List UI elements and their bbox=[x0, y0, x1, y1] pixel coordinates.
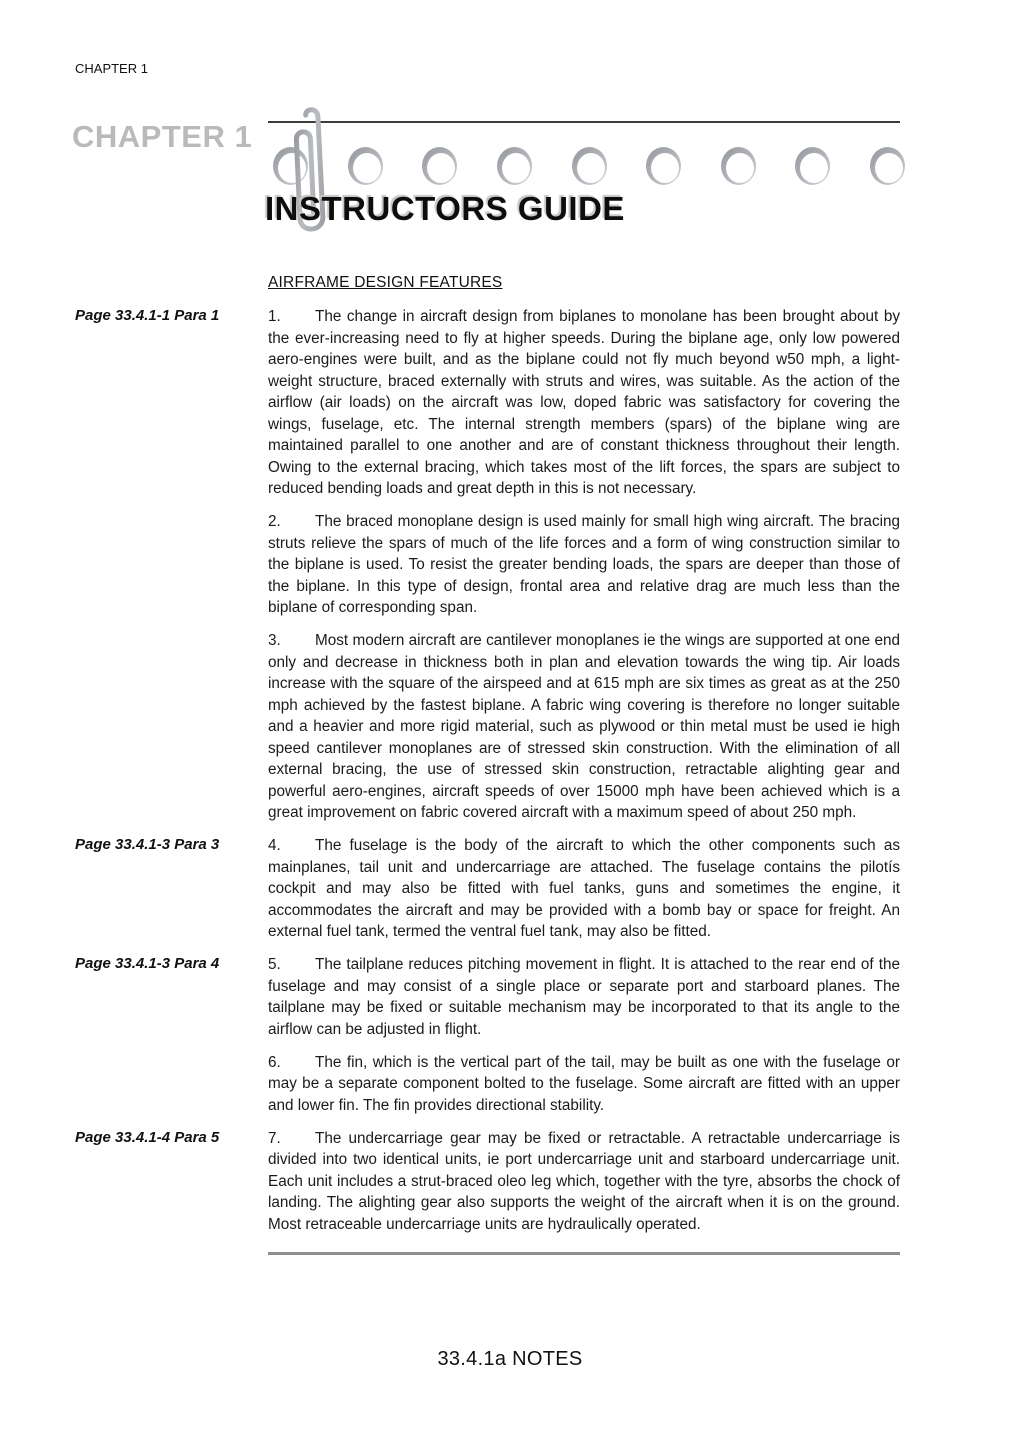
paragraph-number: 5. bbox=[268, 956, 281, 973]
paragraph-text: The braced monoplane design is used mainly for small high wing aircraft. The bracing struts relieve the spars of much of the life forces and a form of wing construction similar to the biplane is used. To resist the greater bending loads, the spars are deeper than those of the biplane. In this type of design, frontal area and relative drag are much less than the biplane of corresponding span. bbox=[268, 513, 900, 616]
margin-page-ref: Page 33.4.1-4 Para 5 bbox=[75, 1128, 220, 1146]
paragraph-1 bbox=[75, 306, 900, 500]
binding-ring-icon bbox=[497, 147, 532, 185]
section-heading: AIRFRAME DESIGN FEATURES bbox=[268, 274, 503, 291]
paragraph-number: 6. bbox=[268, 1053, 281, 1071]
footer-rule bbox=[268, 1252, 900, 1255]
binding-ring-icon bbox=[795, 147, 830, 185]
paragraph-number: 3. bbox=[268, 632, 281, 649]
binding-ring-icon bbox=[422, 147, 457, 185]
binding-ring-icon bbox=[348, 147, 383, 185]
margin-page-ref: Page 33.4.1-3 Para 3 bbox=[75, 836, 220, 853]
paragraph-body bbox=[268, 835, 900, 943]
binding-ring-icon bbox=[870, 147, 905, 185]
running-header: CHAPTER 1 bbox=[75, 61, 148, 76]
binding-ring-icon bbox=[721, 147, 756, 185]
paragraph-2 bbox=[268, 511, 900, 619]
paragraph-body bbox=[268, 630, 900, 824]
paragraph-number: 2. bbox=[268, 513, 281, 530]
chapter-heading: CHAPTER 1 bbox=[72, 119, 253, 154]
paragraph-body bbox=[268, 1128, 900, 1236]
paragraph-text: Most modern aircraft are cantilever monoplanes ie the wings are supported at one end only and decrease in thickness both in plan and elevation towards the wing tip. Air loads increase with the square of the airspeed and at 615 mph are six times as great as at the 250 mph achieved by the fastest biplane. A fabric wing covering is therefore no longer suitable and a heavier and more rigid material, such as plywood or thin metal must be used ie high speed cantilever monoplanes are of stressed skin construction. With the elimination of all external bracing, the use of stressed skin construction, retractable alighting gear and powerful aero-engines, aircraft speeds of over 15000 mph have been achieved which is a great improvement on fabric covered aircraft with a maximum speed of about 250 mph. bbox=[268, 632, 900, 821]
binding-ring-icon bbox=[572, 147, 607, 185]
paragraph-text: The change in aircraft design from biplanes to monolane has been brought about by the ever-increasing need to fly at higher speeds. During the biplane age, only low powered aero-engines were built, and as the biplane could not fly much beyond w50 mph, a light-weight structure, braced externally with struts and wires, was suitable. As the action of the airflow (air loads) on the aircraft was low, doped fabric was satisfactory for covering the wings, fuselage, etc. The internal strength members (spars) of the biplane wing are maintained parallel to one another and are of constant thickness throughout their length. Owing to the external bracing, which takes most of the lift forces, the spars are subject to reduced bending loads and great depth in this is not necessary. bbox=[268, 308, 900, 497]
paragraph-body bbox=[268, 954, 900, 1040]
binding-rings bbox=[273, 147, 905, 185]
binding-ring-icon bbox=[646, 147, 681, 185]
paragraph-text: The fin, which is the vertical part of the tail, may be built as one with the fuselage or may be a separate component bolted to the fuselage. Some aircraft are fitted with an upper and lower fin. The fin provides directional stability. bbox=[268, 1053, 900, 1114]
paragraph-6 bbox=[268, 1052, 900, 1117]
page-title: INSTRUCTORS GUIDE bbox=[265, 190, 625, 227]
margin-page-ref: Page 33.4.1-3 Para 4 bbox=[75, 955, 220, 972]
paragraph-4 bbox=[75, 835, 900, 943]
paragraph-number: 1. bbox=[268, 308, 281, 325]
header-rule bbox=[268, 121, 900, 123]
paragraph-7 bbox=[75, 1128, 900, 1236]
paragraph-3 bbox=[268, 630, 900, 824]
page-footer: 33.4.1a NOTES bbox=[437, 1348, 583, 1370]
paragraph-body bbox=[268, 306, 900, 500]
body-content bbox=[75, 306, 900, 1255]
margin-page-ref: Page 33.4.1-1 Para 1 bbox=[75, 307, 220, 324]
paragraph-text: The tailplane reduces pitching movement in flight. It is attached to the rear end of the fuselage and may consist of a single place or separate port and starboard planes. The tailplane may be fixed or suitable mechanism may be incorporated to that its angle to the airflow can be adjusted in flight. bbox=[268, 956, 900, 1038]
paragraph-text: The undercarriage gear may be fixed or retractable. A retractable undercarriage is divided into two identical units, ie port undercarriage unit and starboard undercarriage unit. Each unit includes a strut-braced oleo leg which, together with the tyre, absorbs the chock of landing. The alighting gear also supports the weight of the aircraft when it is on the ground. Most retraceable undercarriage units are hydraulically operated. bbox=[268, 1129, 900, 1233]
paragraph-5 bbox=[75, 954, 900, 1040]
paragraph-number: 4. bbox=[268, 837, 281, 854]
paragraph-number: 7. bbox=[268, 1129, 281, 1147]
paragraph-body bbox=[268, 511, 900, 619]
paragraph-text: The fuselage is the body of the aircraft to which the other components such as mainplanes, tail unit and undercarriage are attached. The fuselage contains the pilotís cockpit and may also be fitted with fuel tanks, guns and sometimes the engine, it accommodates the aircraft and may be provided with a bomb bay or space for freight. An external fuel tank, termed the ventral fuel tank, may also be fitted. bbox=[268, 837, 900, 940]
paragraph-body bbox=[268, 1052, 900, 1117]
